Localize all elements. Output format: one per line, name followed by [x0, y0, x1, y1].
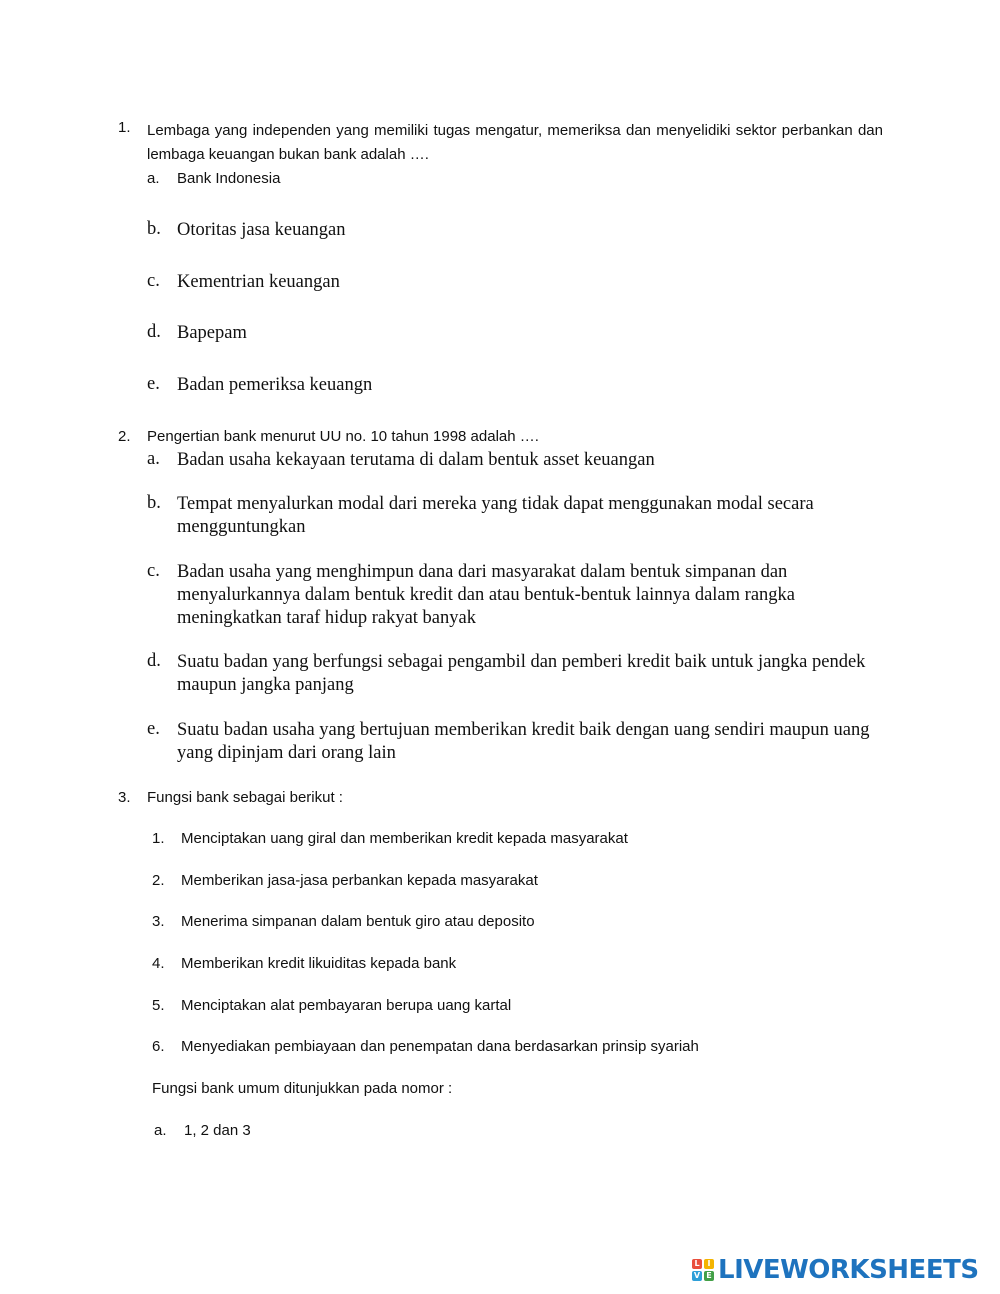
logo-tile: L: [692, 1259, 702, 1269]
question-text: Fungsi bank sebagai berikut :: [147, 789, 343, 806]
list-item-number: 2.: [152, 872, 165, 889]
list-item-text: Memberikan kredit likuiditas kepada bank: [181, 955, 457, 972]
option-label: e.: [147, 719, 160, 739]
option-text: Tempat menyalurkan modal dari mereka yang tidak dapat menggunakan modal secara mengguntungkan: [177, 494, 814, 537]
logo-tiles-icon: [692, 1259, 714, 1281]
option-text: Otoritas jasa keuangan: [177, 220, 346, 240]
question-number: 2.: [118, 428, 131, 445]
option-label: a.: [147, 170, 160, 187]
option-text: Badan usaha yang menghimpun dana dari masyarakat dalam bentuk simpanan dan menyalurkannya dalam bentuk kredit dan atau bentuk-bentuk lainnya dalam rangka meningkatkan taraf hidup rakyat banyak: [177, 562, 795, 628]
question-text: Pengertian bank menurut UU no. 10 tahun 1998 adalah ….: [147, 428, 539, 445]
option-text: Badan usaha kekayaan terutama di dalam bentuk asset keuangan: [177, 450, 655, 470]
option-text: Kementrian keuangan: [177, 272, 340, 292]
option-text: Suatu badan yang berfungsi sebagai pengambil dan pemberi kredit baik untuk jangka pendek maupun jangka panjang: [177, 652, 866, 695]
option-label: d.: [147, 651, 161, 671]
option-text: Badan pemeriksa keuangn: [177, 375, 373, 395]
option-label: a.: [147, 449, 160, 469]
option-text: Bank Indonesia: [177, 170, 281, 187]
option-q3-a[interactable]: [154, 1122, 354, 1142]
option-text: Suatu badan usaha yang bertujuan memberikan kredit baik dengan uang sendiri maupun uang yang dipinjam dari orang lain: [177, 720, 870, 763]
option-label: b.: [147, 219, 161, 239]
list-item-text: Menciptakan uang giral dan memberikan kredit kepada masyarakat: [181, 830, 628, 847]
question-text: Lembaga yang independen yang memiliki tugas mengatur, memeriksa dan menyelidiki sektor perbankan dan lembaga keuangan bukan bank adalah ….: [147, 122, 883, 163]
option-label: c.: [147, 271, 160, 291]
logo-tile: I: [704, 1259, 714, 1269]
list-item-number: 4.: [152, 955, 165, 972]
list-item-number: 5.: [152, 997, 165, 1014]
list-item-number: 6.: [152, 1038, 165, 1055]
option-label: b.: [147, 493, 161, 513]
logo-tile: V: [693, 1271, 701, 1280]
logo-text: LIVEWORKSHEETS: [718, 1255, 979, 1285]
list-item-number: 3.: [152, 913, 165, 930]
list-item-text: Menyediakan pembiayaan dan penempatan dana berdasarkan prinsip syariah: [181, 1038, 699, 1055]
question-number: 1.: [118, 119, 131, 136]
option-label: a.: [154, 1122, 167, 1139]
option-text: 1, 2 dan 3: [184, 1122, 251, 1139]
option-label: e.: [147, 374, 160, 394]
option-label: c.: [147, 561, 160, 581]
question-number: 3.: [118, 789, 131, 806]
list-item-number: 1.: [152, 830, 165, 847]
list-item-text: Memberikan jasa-jasa perbankan kepada masyarakat: [181, 872, 538, 889]
list-item-text: Menerima simpanan dalam bentuk giro atau deposito: [181, 913, 535, 930]
logo-tile: E: [704, 1271, 714, 1281]
option-text: Bapepam: [177, 323, 247, 343]
list-item-text: Menciptakan alat pembayaran berupa uang kartal: [181, 997, 512, 1014]
question-prompt: Fungsi bank umum ditunjukkan pada nomor :: [152, 1080, 453, 1097]
liveworksheets-logo: [692, 1254, 979, 1286]
option-label: d.: [147, 322, 161, 342]
